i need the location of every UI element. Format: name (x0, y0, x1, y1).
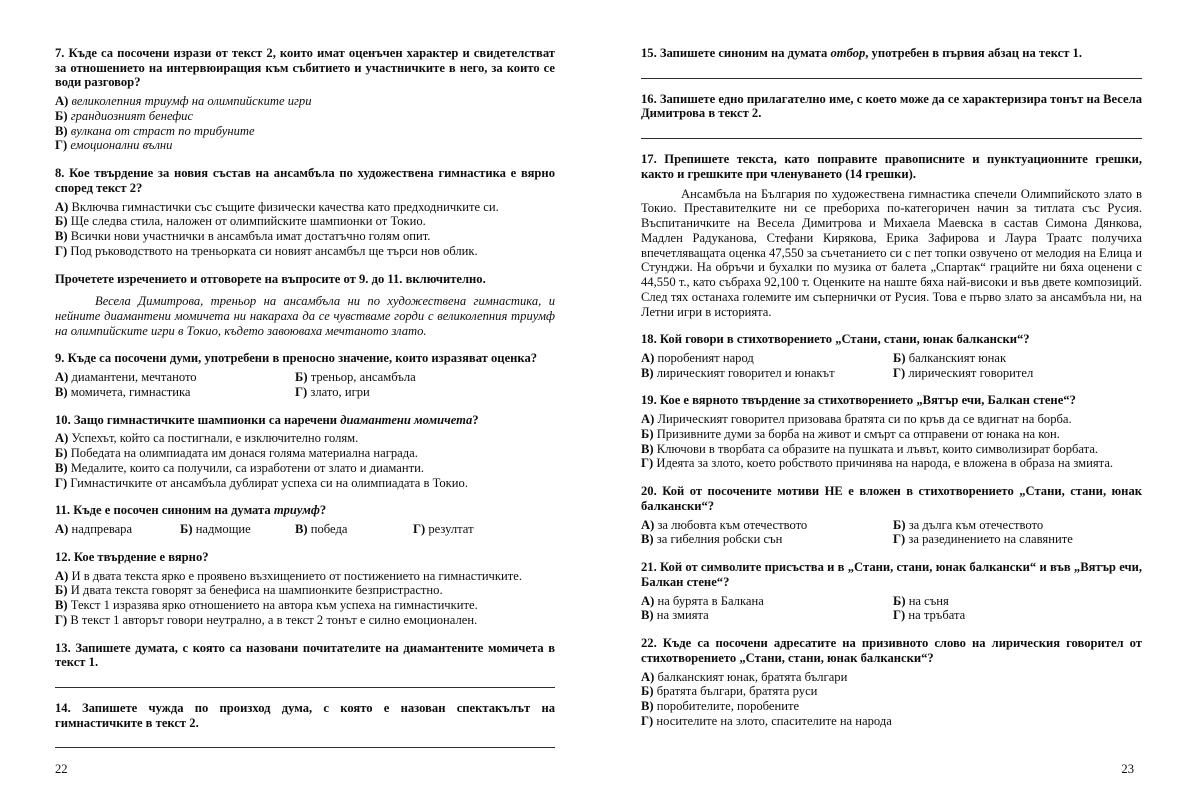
question-18-options (641, 351, 1142, 380)
option-letter: Г) (641, 456, 654, 471)
question-8-option-v (55, 229, 555, 244)
option-text: победа (310, 522, 348, 537)
question-7-option-v (55, 124, 555, 139)
option-text: вулкана от страст по трибуните (70, 123, 255, 138)
question-22-options (641, 670, 1142, 729)
question-18 (641, 332, 1142, 380)
option-letter: В) (641, 441, 654, 456)
question-21-option-a (641, 594, 893, 609)
exam-page-left (55, 46, 555, 761)
option-text: на тръбата (908, 608, 966, 623)
option-text: Включва гимнастички със същите физически качества като предходничките си. (71, 199, 499, 214)
option-text: Победата на олимпиадата им донася голяма материална награда. (70, 446, 418, 461)
question-22-option-b (641, 684, 1142, 699)
question-17-title: 17. Препишете текста, като поправите правописните и пунктуационните грешки, както и грешките при членуването (14 грешки). (641, 152, 1142, 181)
option-text: Под ръководството на треньорката си новият ансамбъл ще търси нов облик. (70, 243, 478, 258)
option-text: треньор, ансамбъла (310, 370, 416, 385)
question-7-title: 7. Къде са посочени изрази от текст 2, които имат оценъчен характер и свидетелстват за отношението на интервюиращия към събитието и участничките в него, за които се води разговор? (55, 46, 555, 90)
option-text: И в двата текста ярко е проявено възхищението от постижението на гимнастичките. (71, 568, 522, 583)
option-text: за дълга към отечеството (908, 517, 1044, 532)
question-18-option-g (893, 366, 1142, 381)
question-8-option-g (55, 244, 555, 259)
option-letter: А) (55, 431, 69, 446)
question-14-title: 14. Запишете чужда по произход дума, с която е назован спектакълът на гимнастичките в текст 2. (55, 700, 555, 730)
page-number-left: 22 (55, 762, 68, 777)
question-9-option-b (295, 370, 555, 385)
question-7-options (55, 94, 555, 153)
question-21 (641, 560, 1142, 623)
option-letter: А) (55, 522, 69, 537)
option-text: В текст 1 авторът говори неутрално, а в текст 2 тонът е силно емоционален. (70, 612, 478, 627)
question-18-title: 18. Кой говори в стихотворението „Стани, стани, юнак балкански“? (641, 332, 1030, 347)
question-8-title: 8. Кое твърдение за новия състав на ансамбъла по художествена гимнастика е вярно според текст 2? (55, 166, 555, 195)
question-9-title: 9. Къде са посочени думи, употребени в преносно значение, които изразяват оценка? (55, 351, 538, 366)
question-9-option-v (55, 385, 295, 400)
question-7-option-b (55, 109, 555, 124)
option-text: балканският юнак, братята българи (657, 669, 848, 684)
exam-page-right (641, 46, 1142, 741)
option-letter: А) (641, 351, 655, 366)
question-10-option-b (55, 446, 555, 461)
question-8-option-b (55, 214, 555, 229)
option-letter: Б) (55, 214, 68, 229)
question-8 (55, 166, 555, 258)
title-text: ? (319, 503, 327, 518)
question-22-title: 22. Къде са посочени адресатите на призивното слово на лирическия говорител от стихотворението „Стани, стани, юнак балкански“? (641, 636, 1142, 665)
question-9 (55, 351, 555, 399)
option-letter: Б) (641, 684, 654, 699)
title-text: , употребен в първия абзац на текст 1. (865, 46, 1083, 60)
option-text: момичета, гимнастика (70, 384, 191, 399)
question-16-title: 16. Запишете едно прилагателно име, с което може да се характеризира тонът на Весела Димитрова в текст 2. (641, 91, 1142, 121)
option-text: И двата текста говорят за бенефиса на шампионките безпристрастно. (70, 583, 443, 598)
question-11 (55, 503, 555, 536)
option-text: Текст 1 изразява ярко отношението на автора към успеха на гимнастичките. (70, 598, 478, 613)
option-text: диамантени, мечтаното (71, 370, 197, 385)
question-13-title: 13. Запишете думата, с която са назовани почитателите на диамантените момичета в текст 1. (55, 640, 555, 670)
option-letter: А) (641, 517, 655, 532)
option-text: носителите на злото, спасителите на народа (656, 713, 892, 728)
question-21-options (641, 594, 1142, 623)
question-20 (641, 484, 1142, 547)
option-letter: В) (641, 532, 654, 547)
question-15 (641, 46, 1142, 79)
question-9-option-g (295, 385, 555, 400)
option-letter: Г) (55, 138, 68, 153)
question-15-title (641, 46, 1142, 61)
question-10-option-v (55, 461, 555, 476)
question-8-options (55, 200, 555, 259)
question-11-option-g (413, 522, 555, 537)
option-letter: Г) (641, 713, 654, 728)
option-text: братята българи, братята руси (656, 684, 818, 699)
title-text: 11. Къде е посочен синоним на думата (55, 503, 271, 518)
question-19 (641, 393, 1142, 471)
option-letter: Б) (641, 426, 654, 441)
question-10 (55, 413, 555, 491)
question-9-options (55, 370, 555, 399)
option-letter: В) (55, 123, 68, 138)
option-letter: Г) (55, 243, 68, 258)
option-letter: Г) (413, 522, 426, 537)
title-text: 10. Защо гимнастичките шампионки са наречени (55, 412, 338, 427)
option-letter: В) (55, 460, 68, 475)
option-letter: В) (55, 229, 68, 244)
option-text: за любовта към отечеството (657, 517, 808, 532)
option-text: Гимнастичките от ансамбъла дублират успеха си на олимпиадата в Токио. (70, 475, 468, 490)
question-9-option-a (55, 370, 295, 385)
option-letter: Г) (295, 384, 308, 399)
title-emphasis: диамантени момичета (340, 412, 473, 427)
question-19-option-b (641, 427, 1142, 442)
option-text: Ключови в творбата са образите на пушката и лъвът, които символизират борбата. (656, 441, 1099, 456)
question-10-title (55, 413, 555, 428)
option-letter: Б) (893, 517, 906, 532)
reading-instruction: Прочетете изречението и отговорете на въпросите от 9. до 11. включително. (55, 271, 486, 286)
option-text: Призивните думи за борба на живот и смърт са отправени от юнака на кон. (656, 426, 1060, 441)
option-letter: Г) (893, 365, 906, 380)
question-12-option-b (55, 583, 555, 598)
question-21-option-g (893, 608, 1142, 623)
answer-blank-15[interactable] (641, 78, 1142, 79)
question-12-option-g (55, 613, 555, 628)
option-text: лирическият говорител (908, 365, 1034, 380)
option-text: Ще следва стила, наложен от олимпийските шампионки от Токио. (70, 214, 426, 229)
option-text: злато, игри (310, 384, 370, 399)
option-text: надмощие (195, 522, 251, 537)
question-19-option-a (641, 412, 1142, 427)
option-text: за разединението на славяните (908, 532, 1073, 547)
option-letter: А) (641, 669, 655, 684)
question-22 (641, 636, 1142, 728)
question-14 (55, 701, 555, 748)
question-19-title: 19. Кое е вярното твърдение за стихотворението „Вятър ечи, Балкан стене“? (641, 393, 1076, 408)
title-text: 15. Запишете синоним на думата (641, 46, 828, 60)
question-19-option-v (641, 442, 1142, 457)
title-text: ? (472, 412, 479, 427)
question-11-option-b (180, 522, 295, 537)
question-10-option-a (55, 431, 555, 446)
question-7-option-a (55, 94, 555, 109)
option-text: великолепния триумф на олимпийските игри (71, 94, 312, 109)
question-13 (55, 641, 555, 688)
option-text: на бурята в Балкана (657, 593, 764, 608)
question-20-option-a (641, 518, 893, 533)
option-text: емоционални вълни (70, 138, 173, 153)
question-19-option-g (641, 456, 1142, 471)
dictation-passage: Ансамбъла на България по художествена гимнастика спечели Олимпийското злато в Токио. Преставителките ни се пребориха по-категоричен начин за титлата със Русия. Въспитаничките на Весела Димитрова и Михаела Маевска в састав Симона Дянкова, Мадлен Радуканова, Стефани Кирякова, Ерика Зафирова и Лаура Траатс получиха впечетляващата оценка 47,550 за съчетанието си с пет топки озвучено от мелодия на Елица и Стунджи. На обръчи и бухалки по музика от балета „Спартак“ грацийте ни бяха оценени с 44,550 т., като събраха 92,100 т. Оценките на наште бяха най-високи и във двете композиций. След тях останаха големите им съпернички от Русия. Това е първо злато за ансамбъла ни, на Летни игри в историята. (641, 186, 1142, 319)
question-12-option-v (55, 598, 555, 613)
title-emphasis: триумф (273, 503, 320, 518)
option-letter: В) (295, 522, 308, 537)
question-20-option-b (893, 518, 1142, 533)
option-text: лирическият говорител и юнакът (656, 365, 835, 380)
question-22-option-g (641, 714, 1142, 729)
answer-blank-14[interactable] (55, 747, 555, 748)
question-18-option-a (641, 351, 893, 366)
option-text: Идеята за злото, което робството причинява на народа, е вложена в образа на змията. (656, 456, 1114, 471)
option-letter: Б) (893, 593, 906, 608)
option-text: за гибелния робски сън (656, 532, 783, 547)
option-letter: В) (55, 384, 68, 399)
option-letter: В) (641, 365, 654, 380)
option-text: поробеният народ (657, 351, 754, 366)
question-8-option-a (55, 200, 555, 215)
option-letter: В) (641, 698, 654, 713)
option-text: Всички нови участнички в ансамбъла имат достатъчно голям опит. (70, 229, 431, 244)
option-letter: А) (55, 94, 69, 109)
question-12-options (55, 569, 555, 628)
question-20-title: 20. Кой от посочените мотиви НЕ е вложен в стихотворението „Стани, стани, юнак балкански“? (641, 484, 1142, 513)
question-11-options (55, 522, 555, 537)
option-letter: А) (55, 568, 69, 583)
option-letter: А) (55, 370, 69, 385)
question-22-option-a (641, 670, 1142, 685)
question-20-option-v (641, 532, 893, 547)
option-letter: Г) (55, 612, 68, 627)
option-letter: Б) (55, 446, 68, 461)
option-letter: Б) (893, 351, 906, 366)
question-7-option-g (55, 138, 555, 153)
option-text: Успехът, който са постигнали, е изключително голям. (71, 431, 359, 446)
option-text: Медалите, които са получили, са изработени от злато и диаманти. (70, 460, 425, 475)
question-11-title (55, 503, 555, 518)
option-text: резултат (428, 522, 474, 537)
option-letter: А) (641, 593, 655, 608)
option-letter: Б) (55, 108, 68, 123)
question-20-option-g (893, 532, 1142, 547)
option-letter: Б) (55, 583, 68, 598)
option-text: на съня (908, 593, 949, 608)
question-21-title: 21. Кой от символите присъства и в „Стани, стани, юнак балкански“ и във „Вятър ечи, Балкан стене“? (641, 560, 1142, 589)
question-20-options (641, 518, 1142, 547)
option-text: на змията (656, 608, 709, 623)
option-letter: В) (641, 608, 654, 623)
question-17 (641, 152, 1142, 319)
option-letter: Б) (295, 370, 308, 385)
option-text: грандиозният бенефис (70, 108, 194, 123)
question-16 (641, 92, 1142, 139)
option-text: балканският юнак (908, 351, 1007, 366)
option-letter: А) (641, 412, 655, 427)
question-11-option-v (295, 522, 413, 537)
option-letter: Г) (893, 532, 906, 547)
question-10-options (55, 431, 555, 490)
page-number-right: 23 (1121, 762, 1134, 777)
question-12-title: 12. Кое твърдение е вярно? (55, 549, 209, 564)
option-letter: Б) (180, 522, 193, 537)
question-7 (55, 46, 555, 153)
question-11-option-a (55, 522, 180, 537)
answer-blank-13[interactable] (55, 687, 555, 688)
answer-blank-16[interactable] (641, 138, 1142, 139)
excerpt-passage: Весела Димитрова, треньор на ансамбъла ни по художествена гимнастика, и нейните диамантени момичета ни накараха да се чувстваме горди с великолепния триумф на олимпийските игри в Токио, където завоюваха мечтаното злато. (55, 294, 555, 338)
question-18-option-b (893, 351, 1142, 366)
question-21-option-v (641, 608, 893, 623)
question-21-option-b (893, 594, 1142, 609)
question-12-option-a (55, 569, 555, 584)
option-letter: Г) (893, 608, 906, 623)
option-letter: В) (55, 598, 68, 613)
option-text: Лирическият говорител призовава братята си по кръв да се вдигнат на борба. (657, 412, 1072, 427)
question-22-option-v (641, 699, 1142, 714)
question-12 (55, 550, 555, 628)
question-18-option-v (641, 366, 893, 381)
option-text: надпревара (71, 522, 133, 537)
option-letter: А) (55, 199, 69, 214)
question-19-options (641, 412, 1142, 471)
option-text: поробителите, поробените (656, 698, 800, 713)
question-10-option-g (55, 476, 555, 491)
option-letter: Г) (55, 475, 68, 490)
title-emphasis: отбор (830, 46, 866, 60)
